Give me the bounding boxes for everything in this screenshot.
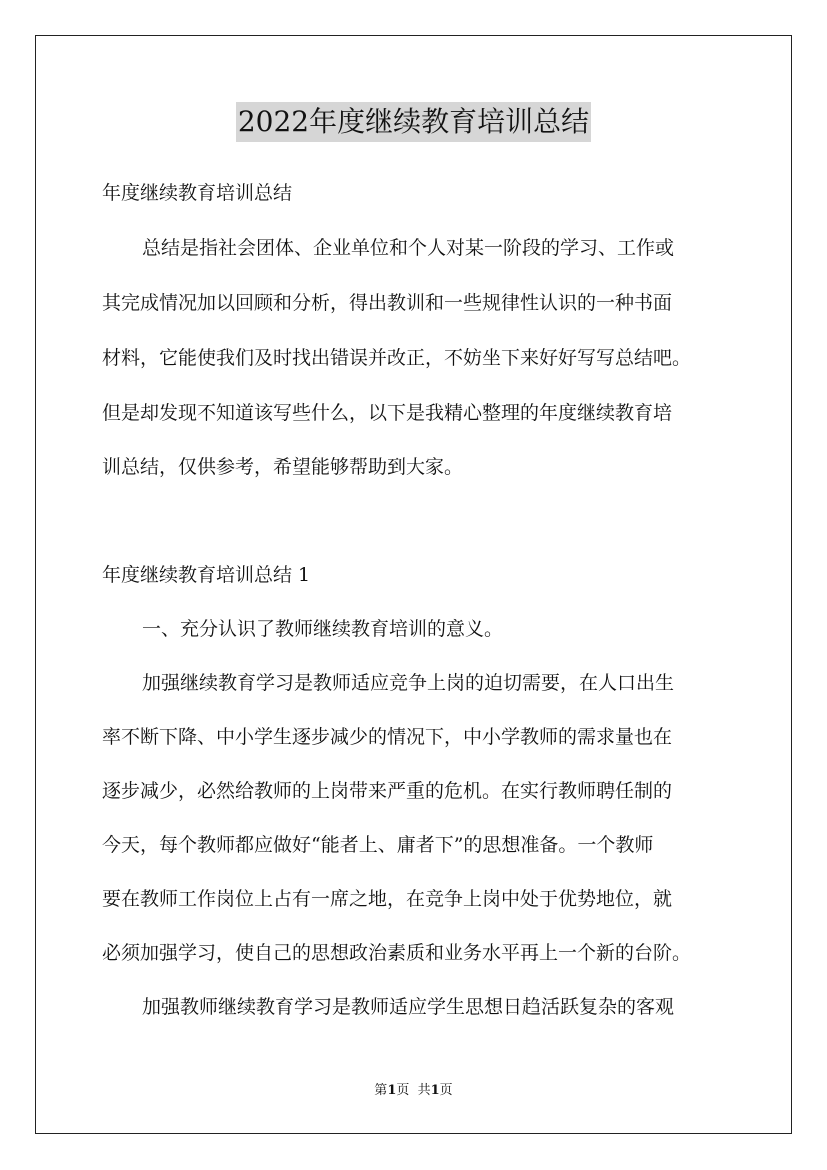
footer-mid: 页 共: [396, 1083, 431, 1098]
paragraph-line: 加强教师继续教育学习是教师适应学生思想日趋活跃复杂的客观: [142, 996, 675, 1018]
intro-line: 但是却发现不知道该写些什么，以下是我精心整理的年度继续教育培: [102, 402, 673, 424]
paragraph-line: 率不断下降、中小学生逐步减少的情况下，中小学教师的需求量也在: [102, 726, 673, 748]
page-footer: [0, 1082, 827, 1100]
paragraph-line: 逐步减少，必然给教师的上岗带来严重的危机。在实行教师聘任制的: [102, 780, 673, 802]
footer-page-total: 1: [430, 1083, 440, 1098]
intro-line: 总结是指社会团体、企业单位和个人对某一阶段的学习、工作或: [142, 237, 675, 259]
document-subtitle: 年度继续教育培训总结: [102, 182, 293, 204]
title-wrap: [0, 102, 827, 142]
footer-page-current: 1: [387, 1083, 397, 1098]
paragraph-line: 今天，每个教师都应做好“能者上、庸者下”的思想准备。一个教师: [102, 834, 654, 856]
intro-line: 训总结，仅供参考，希望能够帮助到大家。: [102, 456, 464, 478]
paragraph-line: 必须加强学习，使自己的思想政治素质和业务水平再上一个新的台阶。: [102, 942, 692, 964]
intro-line: 材料，它能使我们及时找出错误并改正，不妨坐下来好好写写总结吧。: [102, 347, 692, 369]
paragraph-line: 加强继续教育学习是教师适应竞争上岗的迫切需要，在人口出生: [142, 672, 675, 694]
section-point: 一、充分认识了教师继续教育培训的意义。: [142, 618, 504, 640]
document-title: 2022年度继续教育培训总结: [236, 102, 591, 142]
footer-suffix: 页: [439, 1083, 453, 1098]
footer-prefix: 第: [374, 1083, 388, 1098]
paragraph-line: 要在教师工作岗位上占有一席之地，在竞争上岗中处于优势地位，就: [102, 888, 673, 910]
intro-line: 其完成情况加以回顾和分析，得出教训和一些规律性认识的一种书面: [102, 292, 673, 314]
section-heading: 年度继续教育培训总结 1: [102, 564, 311, 586]
